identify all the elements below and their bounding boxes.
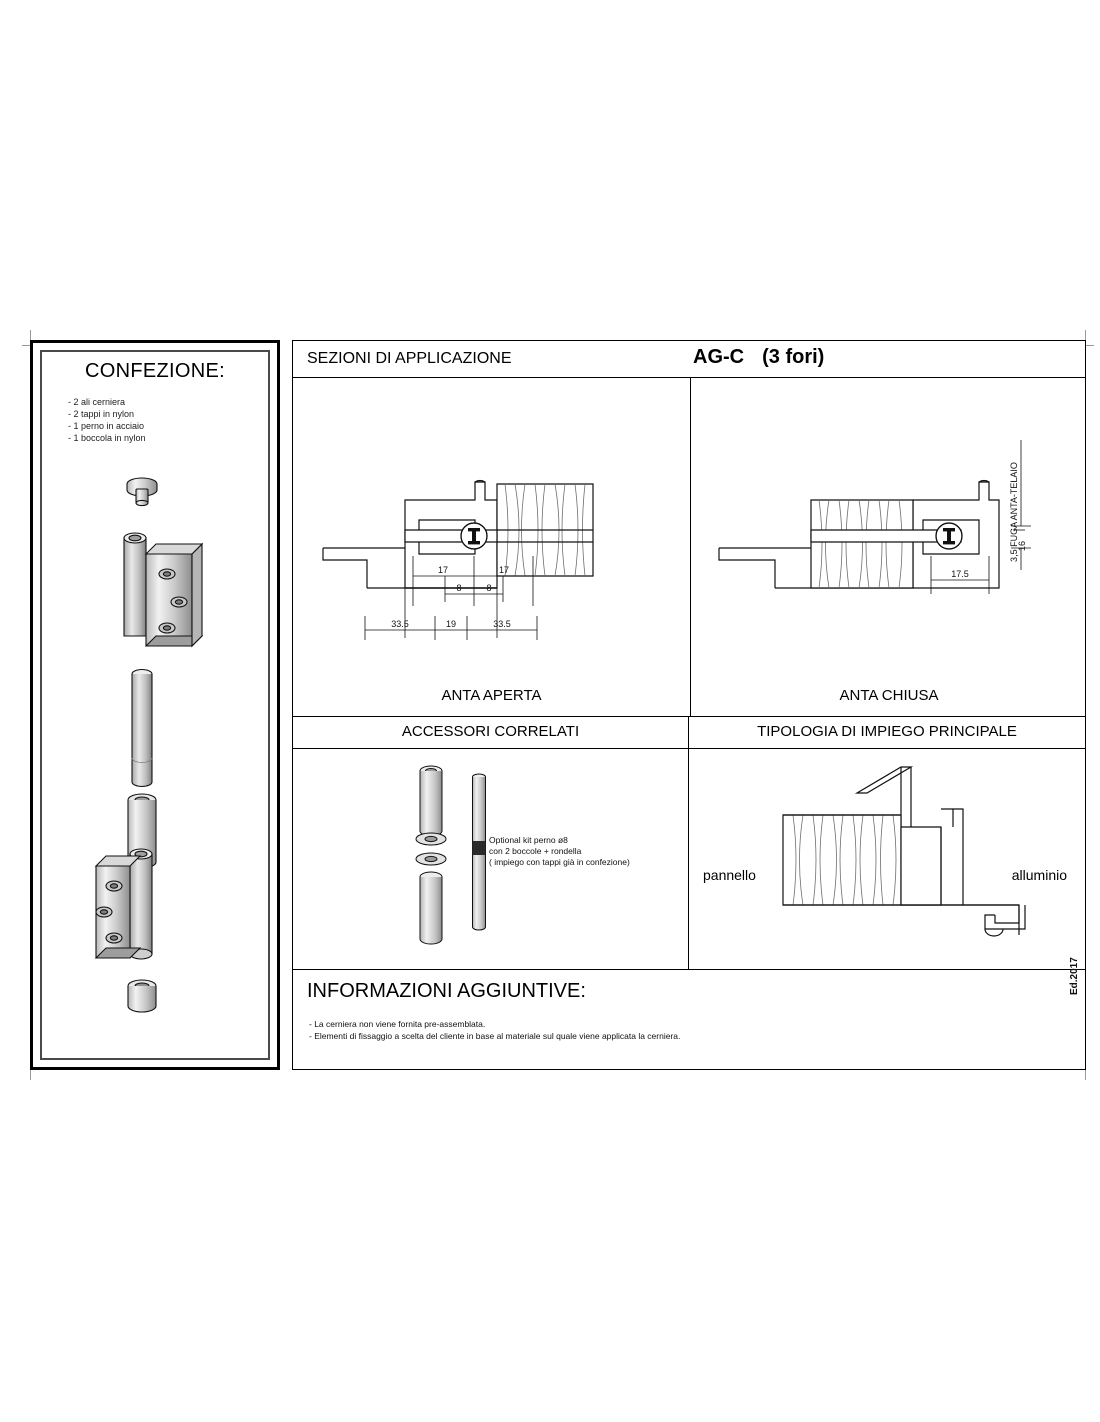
boccola-stack	[416, 766, 446, 944]
anta-aperta-drawing	[293, 380, 690, 680]
accessori-note-line: ( impiego con tappi già in confezione)	[489, 857, 630, 867]
dim-33-5-right: 33.5	[493, 619, 511, 629]
anta-aperta-caption: ANTA APERTA	[441, 687, 542, 704]
dim-17-left: 17	[437, 565, 449, 575]
confezione-inner-frame	[40, 350, 270, 1060]
exploded-hinge-drawing	[82, 462, 242, 1032]
tipologia-drawing	[689, 749, 1087, 971]
informazioni-lines	[309, 1018, 680, 1042]
confezione-panel	[30, 340, 280, 1070]
accessori-note-line: con 2 boccole + rondella	[489, 846, 582, 856]
technical-datasheet	[30, 336, 1086, 1076]
dim-8-right: 8	[486, 583, 492, 593]
sheet-header	[292, 340, 1086, 378]
confezione-item: - 2 ali cerniera	[68, 397, 126, 407]
dim-33-5-left: 33.5	[391, 619, 409, 629]
confezione-title: CONFEZIONE:	[85, 360, 225, 382]
model-code: AG-C	[693, 346, 745, 368]
label-alluminio: alluminio	[1011, 867, 1067, 883]
accessori-title: ACCESSORI CORRELATI	[401, 723, 580, 740]
accessori-note-line: Optional kit perno ø8	[489, 835, 568, 845]
label-pannello: pannello	[703, 867, 756, 883]
edition-code: Ed.2017	[1069, 957, 1080, 995]
confezione-item: - 2 tappi in nylon	[68, 409, 135, 419]
accessori-body	[292, 748, 689, 970]
informazioni-line: - La cerniera non viene fornita pre-assemblata.	[309, 1019, 486, 1029]
model-holes: (3 fori)	[762, 346, 825, 368]
hinge-leaf-lower	[96, 849, 152, 959]
steel-pin	[132, 670, 152, 787]
dim-19: 19	[445, 619, 457, 629]
informazioni-line: - Elementi di fissaggio a scelta del cliente in base al materiale sul quale viene applicata la cerniera.	[309, 1031, 681, 1041]
dim-fuga-label: 3,5 FUGA ANTA-TELAIO	[1009, 462, 1019, 562]
hinge-leaf-upper	[124, 533, 202, 646]
informazioni-aggiuntive	[292, 969, 1086, 1070]
dim-17-5: 17.5	[951, 569, 969, 579]
sections-header-label: SEZIONI DI APPLICAZIONE	[307, 350, 512, 367]
anta-chiusa-drawing	[691, 380, 1087, 680]
anta-chiusa-caption: ANTA CHIUSA	[839, 687, 939, 704]
nylon-cap-bottom	[128, 980, 156, 1012]
dim-8-left: 8	[456, 583, 462, 593]
perno-8mm	[473, 774, 486, 930]
tipologia-body	[688, 748, 1086, 970]
tipologia-title: TIPOLOGIA DI IMPIEGO PRINCIPALE	[757, 723, 1017, 740]
informazioni-title: INFORMAZIONI AGGIUNTIVE:	[307, 980, 586, 1002]
dim-17-right: 17	[498, 565, 510, 575]
confezione-item-list	[68, 396, 146, 444]
accessori-note	[489, 835, 630, 868]
confezione-item: - 1 boccola in nylon	[68, 433, 146, 443]
application-sections	[292, 377, 1086, 717]
accessori-header	[292, 716, 689, 749]
tipologia-header	[688, 716, 1086, 749]
model-title	[693, 346, 824, 369]
dim-16: 16	[1017, 540, 1027, 552]
confezione-item: - 1 perno in acciaio	[68, 421, 145, 431]
nylon-cap-top	[127, 478, 157, 506]
right-column	[292, 340, 1086, 1070]
